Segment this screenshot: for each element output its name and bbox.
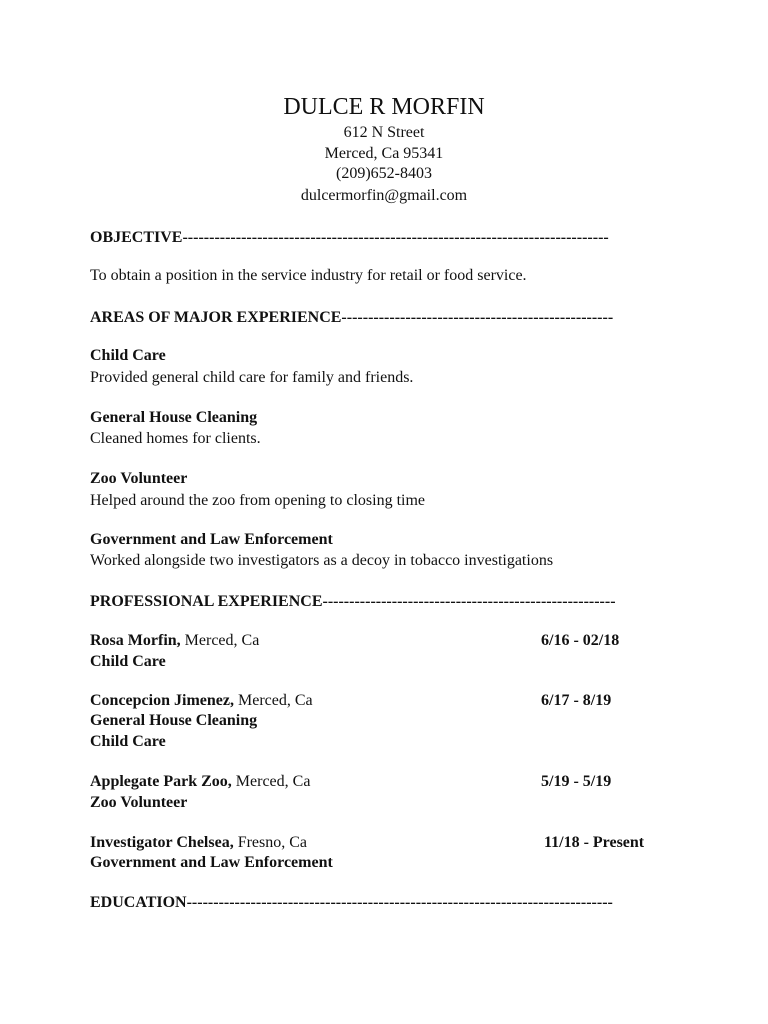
job-role: Government and Law Enforcement [90, 854, 333, 871]
objective-text: To obtain a position in the service industry for retail or food service. [90, 267, 527, 284]
area-title: General House Cleaning [90, 409, 258, 426]
job-dates: 11/18 - Present [544, 834, 645, 851]
professional-heading: PROFESSIONAL EXPERIENCE------------------------------------------------------- [90, 593, 616, 610]
address-street: 612 N Street [343, 124, 425, 141]
job-location: Merced, Ca [233, 692, 313, 709]
job-employer-line [90, 631, 259, 651]
job-location: Fresno, Ca [233, 834, 308, 851]
job-employer-line [90, 833, 307, 853]
job-role: General House Cleaning [90, 712, 258, 729]
area-description: Worked alongside two investigators as a decoy in tobacco investigations [90, 552, 554, 569]
areas-heading: AREAS OF MAJOR EXPERIENCE--------------------------------------------------- [90, 309, 614, 326]
objective-heading: OBJECTIVE-------------------------------------------------------------------------------- [90, 229, 609, 246]
job-employer-line [90, 772, 310, 792]
phone-number: (209)652-8403 [336, 165, 432, 182]
address-city: Merced, Ca 95341 [324, 145, 444, 162]
area-description: Provided general child care for family and friends. [90, 369, 414, 386]
area-title: Government and Law Enforcement [90, 531, 333, 548]
job-location: Merced, Ca [180, 632, 260, 649]
job-role: Child Care [90, 653, 166, 670]
job-employer-line [90, 691, 313, 711]
email-address: dulcermorfin@gmail.com [300, 187, 468, 204]
job-employer: Applegate Park Zoo, [90, 773, 232, 790]
applicant-name: DULCE R MORFIN [283, 94, 485, 120]
job-employer: Investigator Chelsea, [90, 834, 234, 851]
job-employer: Concepcion Jimenez, [90, 692, 234, 709]
job-dates: 6/16 - 02/18 [541, 632, 620, 649]
job-employer: Rosa Morfin, [90, 632, 181, 649]
area-title: Zoo Volunteer [90, 470, 188, 487]
job-role: Zoo Volunteer [90, 794, 188, 811]
area-description: Cleaned homes for clients. [90, 430, 261, 447]
job-dates: 5/19 - 5/19 [541, 773, 612, 790]
job-location: Merced, Ca [231, 773, 311, 790]
job-dates: 6/17 - 8/19 [541, 692, 612, 709]
job-role: Child Care [90, 733, 166, 750]
area-description: Helped around the zoo from opening to closing time [90, 492, 426, 509]
area-title: Child Care [90, 347, 166, 364]
education-heading: EDUCATION-------------------------------------------------------------------------------- [90, 894, 613, 911]
